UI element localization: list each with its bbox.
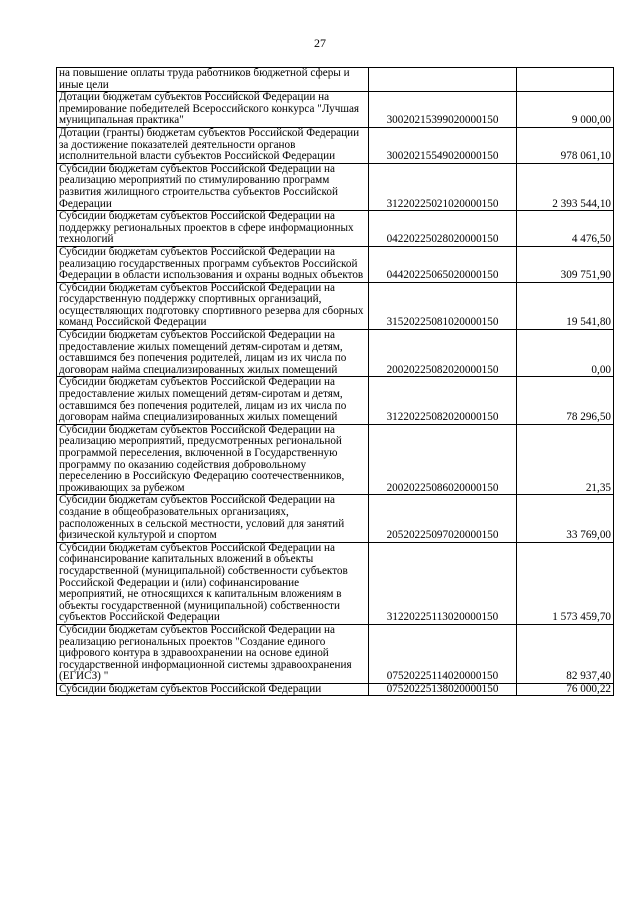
row-amount-cell: 309 751,90 bbox=[517, 246, 614, 282]
table-row bbox=[57, 163, 614, 210]
table-row bbox=[57, 246, 614, 282]
row-name-cell: Субсидии бюджетам субъектов Российской Федерации на реализацию мероприятий по стимулированию программ развития жилищного строительства субъектов Российской Федерации bbox=[57, 163, 369, 210]
row-amount-cell: 82 937,40 bbox=[517, 624, 614, 683]
row-name-cell: Субсидии бюджетам субъектов Российской Федерации на создание в общеобразовательных организациях, расположенных в сельской местности, условий для занятий физической культурой и спортом bbox=[57, 495, 369, 542]
row-code-cell: 20020225082020000150 bbox=[369, 330, 517, 377]
row-amount-cell: 1 573 459,70 bbox=[517, 542, 614, 624]
row-code-cell: 04220225028020000150 bbox=[369, 211, 517, 247]
row-code-cell: 07520225138020000150 bbox=[369, 683, 517, 696]
table-row bbox=[57, 683, 614, 696]
row-amount-cell: 33 769,00 bbox=[517, 495, 614, 542]
row-code-cell: 20020225086020000150 bbox=[369, 424, 517, 495]
row-amount-cell: 2 393 544,10 bbox=[517, 163, 614, 210]
table-row bbox=[57, 282, 614, 329]
row-name-cell: на повышение оплаты труда работников бюджетной сферы и иные цели bbox=[57, 68, 369, 92]
row-code-cell: 30020215549020000150 bbox=[369, 127, 517, 163]
page-number: 27 bbox=[314, 36, 326, 50]
row-amount-cell: 78 296,50 bbox=[517, 377, 614, 424]
row-name-cell: Субсидии бюджетам субъектов Российской Федерации на предоставление жилых помещений детям-сиротам и детям, оставшимся без попечения родителей, лицам из их числа по договорам найма специализированных жилых помещений bbox=[57, 377, 369, 424]
row-name-cell: Дотации бюджетам субъектов Российской Федерации на премирование победителей Всероссийского конкурса "Лучшая муниципальная практика" bbox=[57, 92, 369, 128]
row-name-cell: Субсидии бюджетам субъектов Российской Федерации на софинансирование капитальных вложений в объекты государственной (муниципальной) собственности субъектов Российской Федерации и (или) софинансирование мероприятий, не относящихся к капитальным вложениям в объекты государственной (муниципальной) собственности субъектов Российской Федерации bbox=[57, 542, 369, 624]
row-name-cell: Субсидии бюджетам субъектов Российской Федерации на предоставление жилых помещений детям-сиротам и детям, оставшимся без попечения родителей, лицам из их числа по договорам найма специализированных жилых помещений bbox=[57, 330, 369, 377]
row-name-cell: Субсидии бюджетам субъектов Российской Федерации на реализацию региональных проектов "Создание единого цифрового контура в здравоохранении на основе единой государственной информационной системы здравоохранения (ЕГИСЗ) " bbox=[57, 624, 369, 683]
row-name-cell: Субсидии бюджетам субъектов Российской Федерации на поддержку региональных проектов в сфере информационных технологий bbox=[57, 211, 369, 247]
table-row bbox=[57, 424, 614, 495]
table-row bbox=[57, 127, 614, 163]
row-amount-cell: 76 000,22 bbox=[517, 683, 614, 696]
table-row bbox=[57, 542, 614, 624]
row-name-cell: Субсидии бюджетам субъектов Российской Федерации на реализацию государственных программ субъектов Российской Федерации в области использования и охраны водных объектов bbox=[57, 246, 369, 282]
table-row bbox=[57, 377, 614, 424]
row-code-cell: 31220225021020000150 bbox=[369, 163, 517, 210]
row-name-cell: Субсидии бюджетам субъектов Российской Федерации на государственную поддержку спортивных организаций, осуществляющих подготовку спортивного резерва для сборных команд Российской Федерации bbox=[57, 282, 369, 329]
table-row bbox=[57, 330, 614, 377]
table-row bbox=[57, 68, 614, 92]
budget-table bbox=[56, 67, 614, 696]
row-name-cell: Субсидии бюджетам субъектов Российской Федерации на реализацию мероприятий, предусмотренных региональной программой переселения, включенной в Государственную программу по оказанию содействия добровольному переселению в Российскую Федерацию соотечественников, проживающих за рубежом bbox=[57, 424, 369, 495]
table-row bbox=[57, 624, 614, 683]
row-code-cell bbox=[369, 68, 517, 92]
row-code-cell: 31520225081020000150 bbox=[369, 282, 517, 329]
row-name-cell: Дотации (гранты) бюджетам субъектов Российской Федерации за достижение показателей деятельности органов исполнительной власти субъектов Российской Федерации bbox=[57, 127, 369, 163]
row-code-cell: 07520225114020000150 bbox=[369, 624, 517, 683]
row-code-cell: 20520225097020000150 bbox=[369, 495, 517, 542]
table-row bbox=[57, 495, 614, 542]
row-amount-cell: 19 541,80 bbox=[517, 282, 614, 329]
table-row bbox=[57, 92, 614, 128]
table-row bbox=[57, 211, 614, 247]
row-amount-cell: 21,35 bbox=[517, 424, 614, 495]
row-amount-cell bbox=[517, 68, 614, 92]
row-code-cell: 04420225065020000150 bbox=[369, 246, 517, 282]
row-amount-cell: 4 476,50 bbox=[517, 211, 614, 247]
row-amount-cell: 0,00 bbox=[517, 330, 614, 377]
row-name-cell: Субсидии бюджетам субъектов Российской Федерации bbox=[57, 683, 369, 696]
row-amount-cell: 978 061,10 bbox=[517, 127, 614, 163]
row-amount-cell: 9 000,00 bbox=[517, 92, 614, 128]
row-code-cell: 31220225082020000150 bbox=[369, 377, 517, 424]
row-code-cell: 31220225113020000150 bbox=[369, 542, 517, 624]
row-code-cell: 30020215399020000150 bbox=[369, 92, 517, 128]
